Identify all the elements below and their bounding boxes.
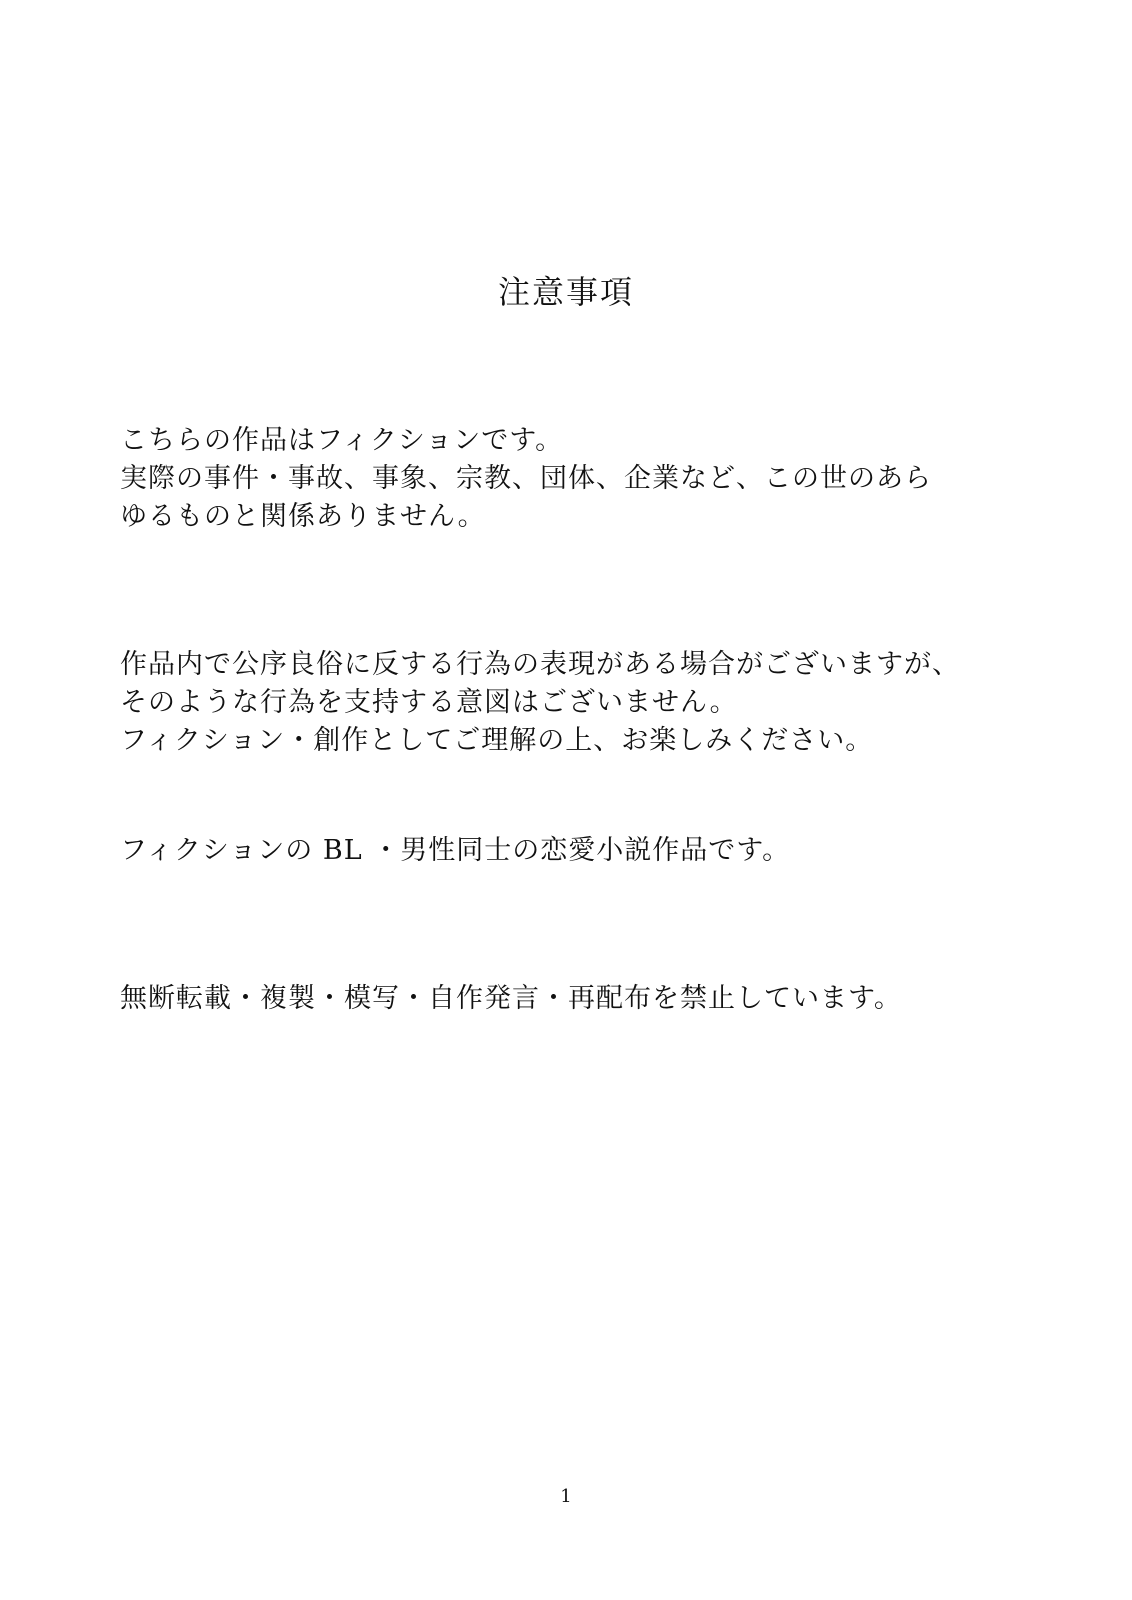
page-title: 注意事項 — [497, 273, 634, 311]
paragraph-line: こちらの作品はフィクションです。 — [120, 425, 564, 456]
paragraph-line: フィクションの BL ・男性同士の恋愛小説作品です。 — [120, 835, 791, 866]
notice-paragraph-genre — [120, 832, 1020, 870]
paragraph-line: 無断転載・複製・模写・自作発言・再配布を禁止しています。 — [120, 983, 902, 1014]
notice-paragraph-copyright — [120, 980, 1020, 1018]
paragraph-line: 実際の事件・事故、事象、宗教、団体、企業など、この世のあら — [120, 463, 932, 494]
notice-paragraph-fiction — [120, 422, 1020, 536]
paragraph-line: ゆるものと関係ありません。 — [120, 501, 486, 532]
notice-paragraph-public-order — [120, 646, 1020, 760]
paragraph-line: 作品内で公序良俗に反する行為の表現がある場合がございますが、 — [120, 649, 960, 680]
paragraph-line: そのような行為を支持する意図はございません。 — [120, 687, 738, 718]
page-number: 1 — [560, 1486, 572, 1507]
paragraph-line: フィクション・創作としてご理解の上、お楽しみください。 — [120, 725, 874, 756]
